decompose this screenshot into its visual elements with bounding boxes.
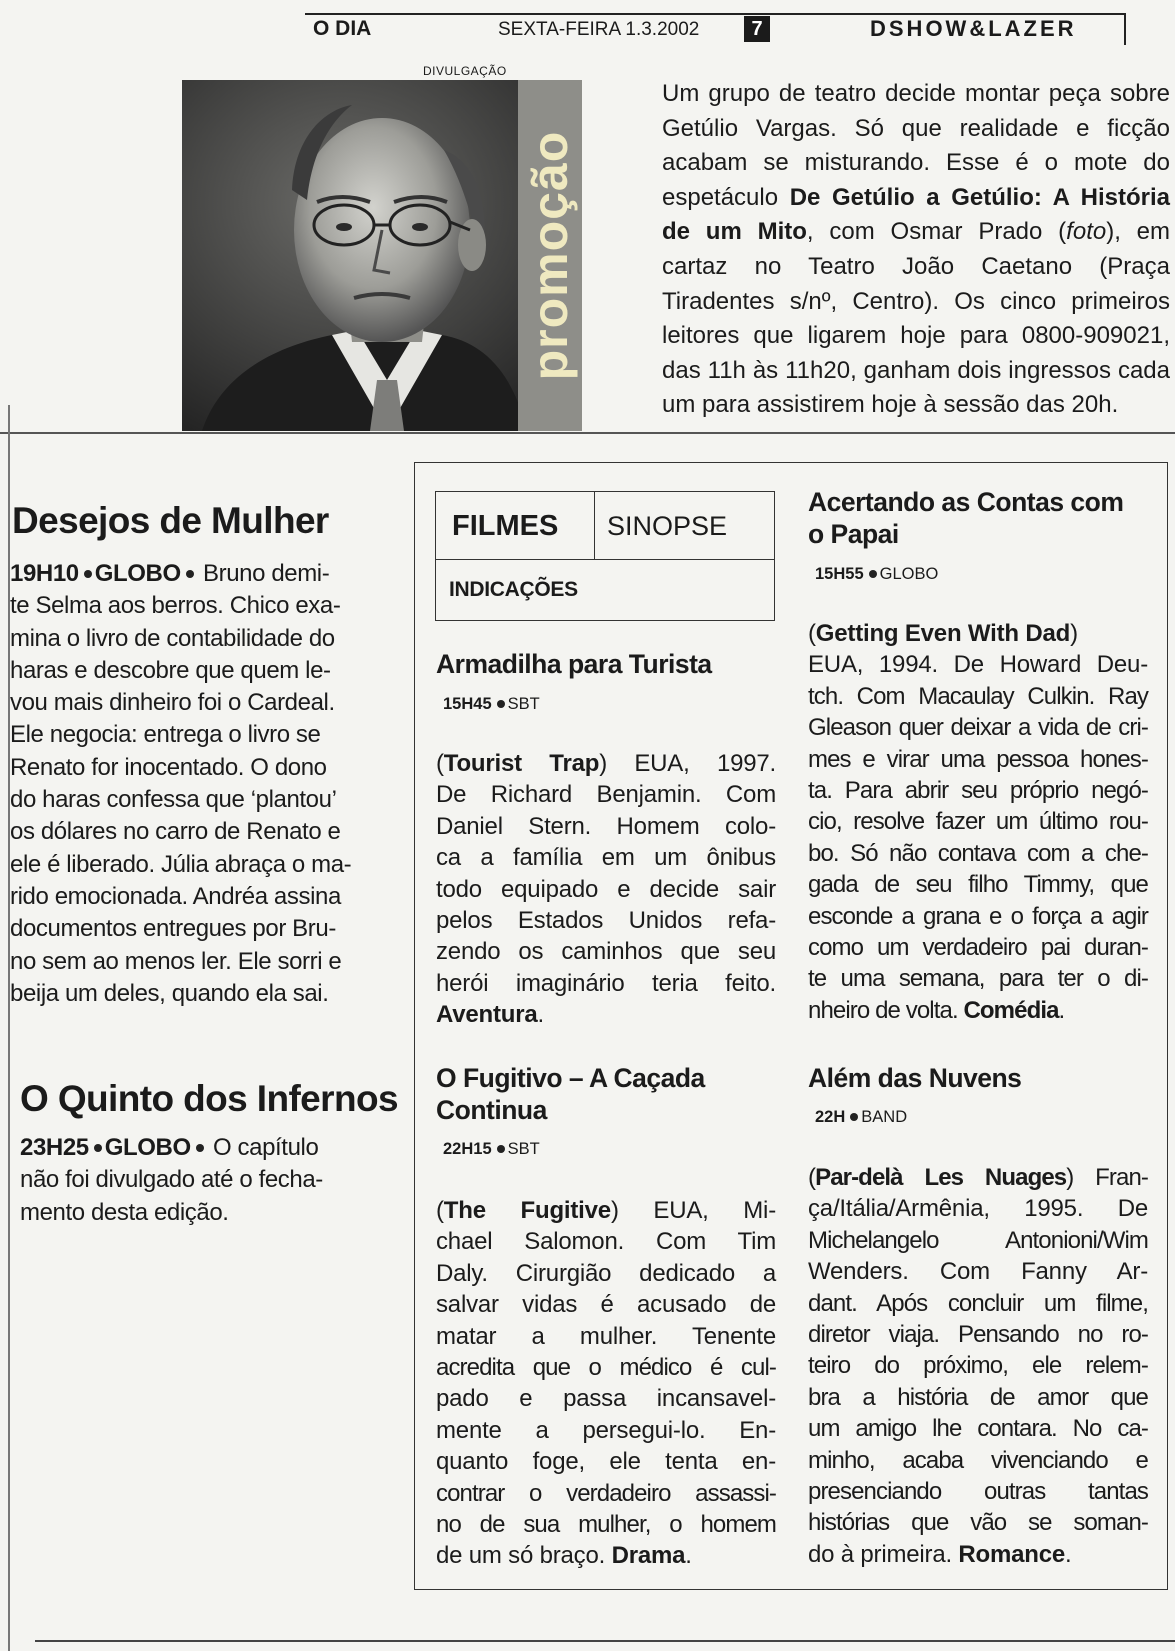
film-title: Além das Nuvens xyxy=(808,1063,1022,1093)
synopsis-line: Gleason quer deixar a vida de cri- xyxy=(808,714,1148,742)
promo-text-1: Um grupo de teatro decide montar peça sobre Getúlio Vargas. Só que realidade e ficção acabam se misturando. Esse é o mote do espetáculo xyxy=(662,80,1170,211)
synopsis-line: mes e virar uma pessoa hones- xyxy=(808,745,1148,773)
synopsis-line: te Selma aos berros. Chico exa- xyxy=(10,592,341,620)
promo-article xyxy=(662,77,1170,423)
novela-channel: GLOBO xyxy=(94,560,181,587)
novela-time: 23H25 xyxy=(20,1134,89,1161)
synopsis-line: todo equipado e decide sair xyxy=(436,875,776,903)
title-line: o Papai xyxy=(808,519,899,549)
synopsis-line: como um verdadeiro pai duran- xyxy=(808,934,1148,962)
synopsis-line: O capítulo xyxy=(206,1134,319,1161)
film-title: Armadilha para Turista xyxy=(436,649,712,679)
synopsis-line: um amigo lhe contara. No ca- xyxy=(808,1415,1148,1443)
synopsis-line: não foi divulgado até o fecha- xyxy=(20,1166,323,1194)
promo-show-title: De Getúlio a Getúlio: A História de um Mito xyxy=(662,183,1170,246)
synopsis-line: ta. Para abrir seu próprio negó- xyxy=(808,777,1148,805)
synopsis-line: beija um deles, quando ela sai. xyxy=(10,979,329,1007)
film-synopsis: (Getting Even With Dad) EUA, 1994. De Howard Deu- tch. Com Macaulay Culkin. Ray Gleason quer deixar a vida de cri- mes e virar uma pessoa hones- ta. Para abrir seu próprio negó- cio, resolve fazer um último rou- bo. Só não contava com a che- gada de seu filho Timmy, que esconde a grana e o força a agir como um verdadeiro pai duran- te uma semana, para ter o di- nheiro de volta. Comédia. xyxy=(808,620,1148,1024)
synopsis-line: mente a persegui-lo. En- xyxy=(436,1416,776,1444)
synopsis-line: pado e passa incansavel- xyxy=(436,1385,776,1413)
bullet-icon xyxy=(84,570,92,578)
tab-filmes: FILMES xyxy=(436,492,595,560)
synopsis-line: ca a família em um ônibus xyxy=(436,844,776,872)
promo-label-strip xyxy=(518,80,582,431)
synopsis-line: ) EUA, Mi- xyxy=(610,1197,776,1224)
film-title xyxy=(808,486,1164,550)
issue-date: SEXTA-FEIRA 1.3.2002 xyxy=(498,19,700,40)
synopsis-line: mento desta edição. xyxy=(20,1198,229,1226)
synopsis-line: Daly. Cirurgião dedicado a xyxy=(436,1259,776,1287)
synopsis-line: histórias que vão se soman- xyxy=(808,1509,1148,1537)
synopsis-line: Wenders. Com Fanny Ar- xyxy=(808,1258,1148,1286)
film-channel: GLOBO xyxy=(879,565,939,583)
synopsis-line: presenciando outras tantas xyxy=(808,1478,1148,1506)
film-time: 15H55 xyxy=(815,565,864,583)
synopsis-line: chael Salomon. Com Tim xyxy=(436,1228,776,1256)
synopsis-line: De Richard Benjamin. Com xyxy=(436,781,776,809)
synopsis-line: mina o livro de contabilidade do xyxy=(10,624,335,652)
synopsis-line: gada de seu filho Timmy, que xyxy=(808,871,1148,899)
synopsis-line: ) EUA, 1997. xyxy=(599,750,776,777)
photo-credit: DIVULGAÇÃO xyxy=(423,64,507,78)
synopsis-line: vou mais dinheiro foi o Cardeal. xyxy=(10,689,335,717)
film-original-title: The Fugitive xyxy=(443,1197,611,1224)
synopsis-line: herói imaginário teria feito. xyxy=(436,969,776,997)
film-schedule xyxy=(443,695,540,714)
section-name: DSHOW&LAZER xyxy=(870,16,1077,41)
synopsis-line: Ele negocia: entrega o livro se xyxy=(10,721,321,749)
synopsis-line: contrar o verdadeiro assassi- xyxy=(436,1479,776,1507)
film-channel: SBT xyxy=(507,1140,540,1158)
synopsis-line: te uma semana, para ter o di- xyxy=(808,965,1148,993)
promo-text-2: , com Osmar Prado ( xyxy=(806,218,1067,246)
novela-time: 19H10 xyxy=(10,560,79,587)
bullet-icon xyxy=(850,1113,858,1121)
newspaper-name: O DIA xyxy=(313,17,372,40)
synopsis-line: salvar vidas é acusado de xyxy=(436,1291,776,1319)
bullet-icon xyxy=(196,1144,204,1152)
film-channel: SBT xyxy=(507,695,540,713)
film-synopsis: (The Fugitive) EUA, Mi- chael Salomon. Com Tim Daly. Cirurgião dedicado a salvar vidas é acusado de matar a mulher. Tenente acredita que o médico é cul- pado e passa incansavel- mente a persegui-lo. En- quanto foge, ele tenta en- contrar o verdadeiro assassi- no de sua mulher, o homem de um só braço. Drama. xyxy=(436,1197,776,1570)
synopsis-line: minho, acaba vivenciando e xyxy=(808,1446,1148,1474)
divider xyxy=(0,432,1175,434)
film-schedule xyxy=(815,1108,907,1127)
synopsis-line: Bruno demi- xyxy=(196,560,330,587)
synopsis-line: matar a mulher. Tenente xyxy=(436,1322,776,1350)
synopsis-line: no sem ao menos ler. Ele sorri e xyxy=(10,947,342,975)
synopsis-line: rido emocionada. Andréa assina xyxy=(10,882,341,910)
synopsis-line: ele é liberado. Júlia abraça o ma- xyxy=(10,850,352,878)
novela-title: Desejos de Mulher xyxy=(12,500,329,541)
bullet-icon xyxy=(186,570,194,578)
novela-synopsis xyxy=(20,1132,380,1229)
bullet-icon xyxy=(94,1144,102,1152)
synopsis-line: EUA, 1994. De Howard Deu- xyxy=(808,651,1148,679)
synopsis-line: os dólares no carro de Renato e xyxy=(10,818,341,846)
novela-title: O Quinto dos Infernos xyxy=(20,1078,398,1119)
synopsis-line: do à primeira. xyxy=(808,1540,959,1568)
film-time: 22H xyxy=(815,1108,846,1126)
film-genre: Comédia xyxy=(963,996,1059,1024)
film-schedule xyxy=(815,565,938,584)
film-genre: Romance xyxy=(958,1540,1066,1568)
film-original-title: Tourist Trap xyxy=(443,750,600,777)
tab-sinopse: SINOPSE xyxy=(595,492,774,560)
films-tabs xyxy=(435,491,775,621)
synopsis-line: diretor viaja. Pensando no ro- xyxy=(808,1321,1148,1349)
title-line: Acertando as Contas com xyxy=(808,487,1124,517)
tab-indicacoes: INDICAÇÕES xyxy=(449,578,578,601)
title-line: Continua xyxy=(436,1095,547,1125)
synopsis-line: bra a história de amor que xyxy=(808,1383,1148,1411)
synopsis-line: haras e descobre que quem le- xyxy=(10,656,331,684)
synopsis-line: teiro do próximo, ele relem- xyxy=(808,1352,1148,1380)
synopsis-line: bo. Só não contava com a che- xyxy=(808,839,1148,867)
synopsis-line: Michelangelo Antonioni/Wim xyxy=(808,1226,1148,1254)
bullet-icon xyxy=(869,570,877,578)
synopsis-line: no de sua mulher, o homem xyxy=(436,1511,776,1539)
film-synopsis: (Tourist Trap) EUA, 1997. De Richard Benjamin. Com Daniel Stern. Homem colo- ca a família em um ônibus todo equipado e decide sair pelos Estados Unidos refa- zendo os caminhos que seu herói imaginário teria feito. Aventura. xyxy=(436,750,776,1029)
synopsis-line: pelos Estados Unidos refa- xyxy=(436,907,776,935)
promo-photo-ref: foto xyxy=(1066,218,1107,246)
film-synopsis: (Par-delà Les Nuages) Fran- ça/Itália/Armênia, 1995. De Michelangelo Antonioni/Wim Wenders. Com Fanny Ar- dant. Após concluir um filme, diretor viaja. Pensando no ro- teiro do próximo, ele relem- bra a história de amor que um amigo lhe contara. No ca- minho, acaba vivenciando e presenciando outras tantas histórias que vão se soman- do à primeira. Romance. xyxy=(808,1164,1149,1568)
promo-text-3: ), em cartaz no Teatro João Caetano (Praça Tiradentes s/nº, Centro). Os cinco primeiros leitores que ligarem hoje para 0800-909021, das 11h às 11h20, ganham dois ingressos cada um para assistirem hoje à sessão das 20h. xyxy=(662,218,1171,419)
synopsis-line: ) xyxy=(1070,620,1078,647)
synopsis-line: nheiro de volta. xyxy=(808,996,964,1024)
synopsis-line: cio, resolve fazer um último rou- xyxy=(808,808,1148,836)
page-number: 7 xyxy=(744,16,770,42)
novela-channel: GLOBO xyxy=(104,1134,191,1161)
synopsis-line: zendo os caminhos que seu xyxy=(436,938,776,966)
synopsis-line: ) Fran- xyxy=(1066,1164,1149,1191)
title-line: O Fugitivo – A Caçada xyxy=(436,1063,705,1093)
film-schedule xyxy=(443,1140,540,1159)
film-original-title: Par-delà Les Nuages xyxy=(815,1164,1067,1191)
synopsis-line: do haras confessa que ‘plantou’ xyxy=(10,786,337,814)
synopsis-line: dant. Após concluir um filme, xyxy=(808,1289,1148,1317)
film-channel: BAND xyxy=(861,1108,908,1126)
synopsis-line: esconde a grana e o força a agir xyxy=(808,902,1148,930)
promo-label: promoção xyxy=(522,130,578,381)
film-time: 22H15 xyxy=(443,1140,492,1158)
film-original-title: Getting Even With Dad xyxy=(815,620,1071,647)
synopsis-line: ça/Itália/Armênia, 1995. De xyxy=(808,1195,1148,1223)
film-genre: Drama xyxy=(611,1542,686,1570)
bullet-icon xyxy=(497,700,505,708)
synopsis-line: documentos entregues por Bru- xyxy=(10,915,336,943)
film-time: 15H45 xyxy=(443,695,492,713)
divider xyxy=(35,1640,1175,1642)
synopsis-line: de um só braço. xyxy=(436,1542,612,1570)
synopsis-line: quanto foge, ele tenta en- xyxy=(436,1448,776,1476)
film-title xyxy=(436,1062,776,1126)
synopsis-line: Daniel Stern. Homem colo- xyxy=(436,812,776,840)
film-genre: Aventura xyxy=(436,1001,538,1029)
novela-synopsis xyxy=(10,558,370,1010)
synopsis-line: tch. Com Macaulay Culkin. Ray xyxy=(808,682,1148,710)
synopsis-line: acredita que o médico é cul- xyxy=(436,1354,776,1382)
bullet-icon xyxy=(497,1145,505,1153)
synopsis-line: Renato for inocentado. O dono xyxy=(10,753,327,781)
